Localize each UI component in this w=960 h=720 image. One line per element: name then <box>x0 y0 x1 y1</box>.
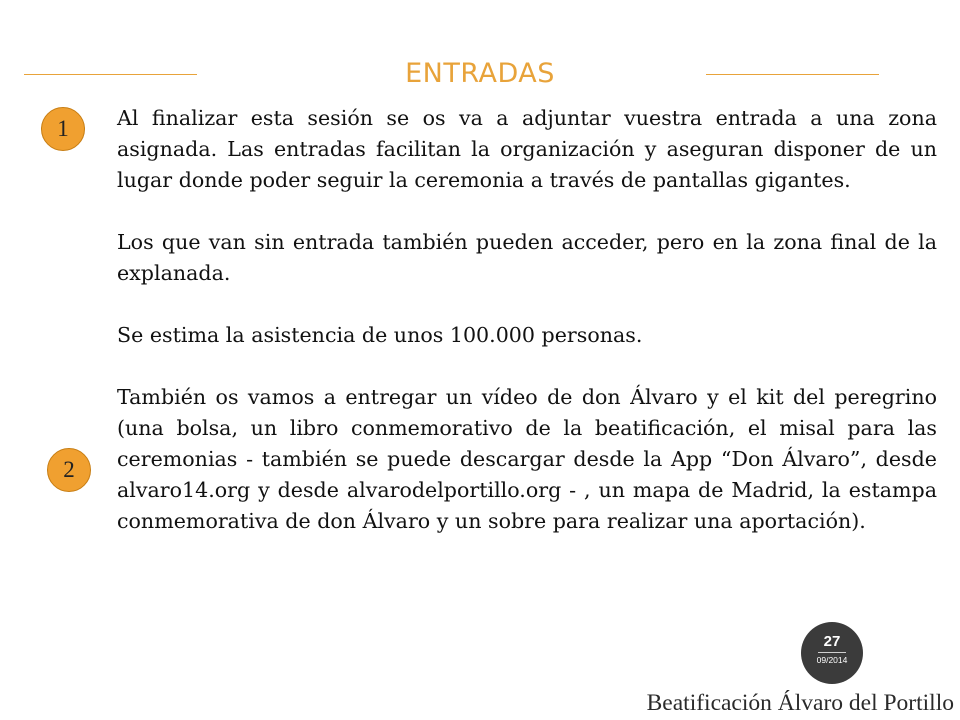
footer-brand: Beatificación Álvaro del Portillo <box>646 690 954 716</box>
number-marker-1: 1 <box>41 107 85 151</box>
paragraph-tickets: Al finalizar esta sesión se os va a adjuntar vuestra entrada a una zona asignada. Las entradas facilitan la organización y aseguran disponer de un lugar donde poder seguir la ceremonia a través de pantallas gigantes. <box>117 106 937 192</box>
date-badge <box>801 622 863 684</box>
paragraph-no-ticket: Los que van sin entrada también pueden acceder, pero en la zona final de la explanada. <box>117 230 937 285</box>
slide-title: ENTRADAS <box>405 58 555 89</box>
date-divider <box>818 652 846 653</box>
date-month-year: 09/2014 <box>816 655 848 665</box>
paragraph-attendance: Se estima la asistencia de unos 100.000 personas. <box>117 323 643 347</box>
number-marker-2: 2 <box>47 448 91 492</box>
slide-body <box>117 103 937 537</box>
date-day: 27 <box>823 633 841 650</box>
paragraph-pilgrim-kit: También os vamos a entregar un vídeo de don Álvaro y el kit del peregrino (una bolsa, un libro conmemorativo de la beatificación, el misal para las ceremonias - también se puede descargar desde la App “Don Álvaro”, desde alvaro14.org y desde alvarodelportillo.org - , un mapa de Madrid, la estampa conmemorativa de don Álvaro y un sobre para realizar una aportación). <box>117 385 937 533</box>
